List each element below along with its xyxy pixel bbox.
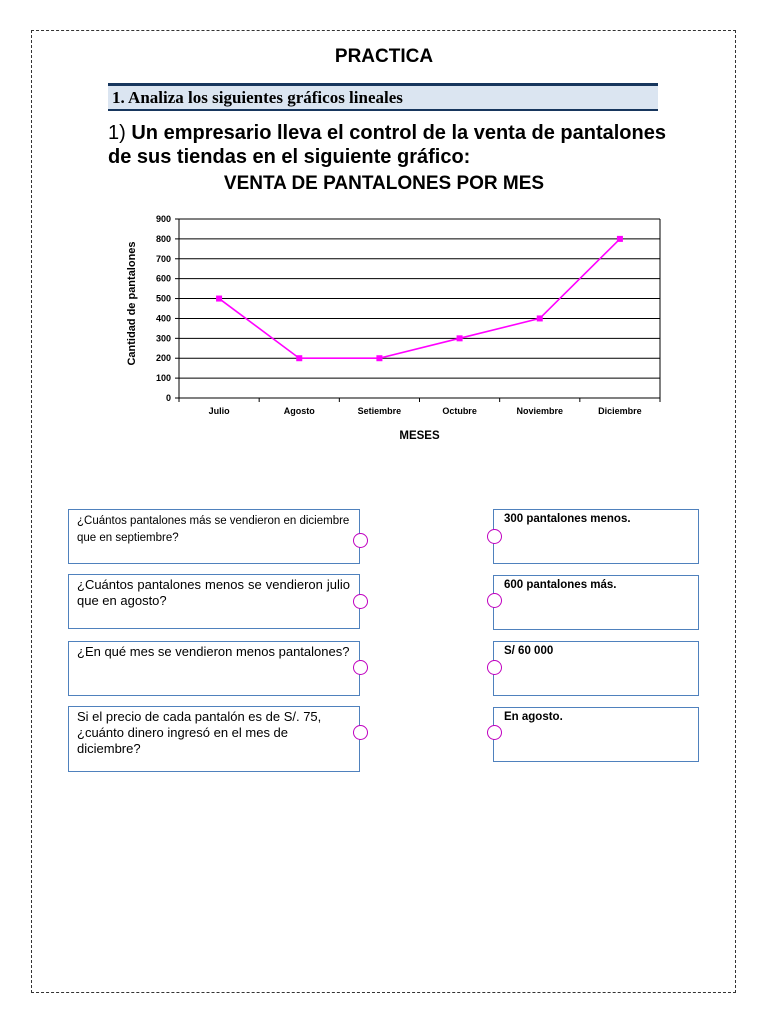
data-point-noviembre	[537, 315, 543, 321]
data-point-julio	[216, 296, 222, 302]
question-connector-circle-3[interactable]	[353, 660, 368, 675]
answer-text-3: S/ 60 000	[504, 645, 554, 657]
y-tick-label-400: 400	[155, 313, 171, 324]
y-tick-label-800: 800	[155, 233, 171, 244]
y-tick-label-900: 900	[155, 214, 171, 224]
x-tick-label-agosto: Agosto	[283, 406, 315, 416]
question-text-4: Si el precio de cada pantalón es de S/. 75, ¿cuánto dinero ingresó en el mes de diciembre?	[77, 709, 322, 756]
x-tick-label-octubre: Octubre	[442, 406, 477, 416]
problem-number: 1)	[108, 122, 126, 144]
y-tick-label-500: 500	[155, 293, 171, 304]
section-heading: 1. Analiza los siguientes gráficos lineales	[112, 88, 403, 107]
y-tick-label-0: 0	[165, 393, 171, 403]
question-box-4	[68, 706, 360, 772]
x-axis-title: MESES	[399, 430, 440, 442]
question-connector-circle-1[interactable]	[353, 533, 368, 548]
answer-box-1	[493, 509, 699, 564]
y-tick-label-700: 700	[155, 253, 171, 264]
y-axis-title: Cantidad de pantalones	[126, 241, 138, 366]
x-tick-label-diciembre: Diciembre	[598, 406, 642, 416]
answer-box-2	[493, 575, 699, 630]
question-box-2	[68, 574, 360, 629]
answer-connector-circle-1[interactable]	[487, 529, 502, 544]
question-box-1	[68, 509, 360, 564]
answer-text-4: En agosto.	[504, 711, 563, 723]
y-tick-label-100: 100	[155, 373, 171, 384]
data-point-setiembre	[376, 355, 382, 361]
data-point-octubre	[457, 335, 463, 341]
y-tick-label-600: 600	[155, 273, 171, 284]
answer-connector-circle-3[interactable]	[487, 660, 502, 675]
chart-title: VENTA DE PANTALONES POR MES	[223, 173, 545, 194]
x-tick-label-noviembre: Noviembre	[516, 406, 564, 416]
section-heading-bar	[108, 83, 658, 111]
answer-text-2: 600 pantalones más.	[504, 579, 617, 591]
y-tick-label-200: 200	[155, 353, 171, 364]
answer-connector-circle-2[interactable]	[487, 593, 502, 608]
question-text-2: ¿Cuántos pantalones menos se vendieron julio que en agosto?	[77, 577, 350, 608]
x-tick-label-setiembre: Setiembre	[357, 406, 402, 416]
page-title: PRACTICA	[334, 46, 434, 67]
y-tick-label-300: 300	[155, 333, 171, 344]
line-chart	[115, 202, 675, 452]
problem-text: Un empresario lleva el control de la venta de pantalones de sus tiendas en el siguiente gráfico:	[108, 122, 666, 168]
x-tick-label-julio: Julio	[208, 406, 230, 416]
question-text-1: ¿Cuántos pantalones más se vendieron en diciembre que en septiembre?	[77, 515, 350, 544]
question-connector-circle-4[interactable]	[353, 725, 368, 740]
question-box-3	[68, 641, 360, 696]
question-connector-circle-2[interactable]	[353, 594, 368, 609]
answer-box-3	[493, 641, 699, 696]
answer-box-4	[493, 707, 699, 762]
problem-statement	[108, 121, 668, 169]
data-point-agosto	[296, 355, 302, 361]
question-text-3: ¿En qué mes se vendieron menos pantalones?	[77, 644, 350, 659]
answer-text-1: 300 pantalones menos.	[504, 513, 631, 525]
answer-connector-circle-4[interactable]	[487, 725, 502, 740]
data-point-diciembre	[617, 236, 623, 242]
